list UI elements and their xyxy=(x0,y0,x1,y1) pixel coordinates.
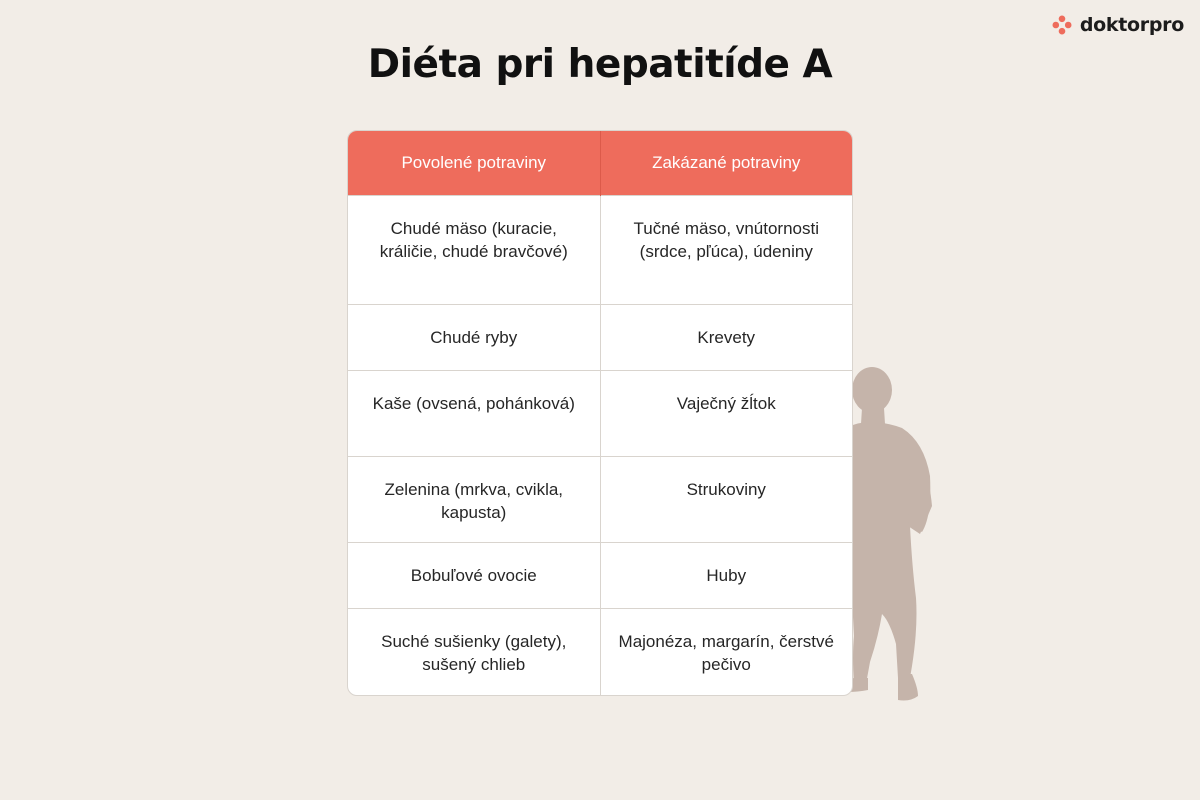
allowed-food-cell: Bobuľové ovocie xyxy=(348,543,600,609)
allowed-food-cell: Kaše (ovsená, pohánková) xyxy=(348,371,600,457)
table-row xyxy=(348,609,852,695)
forbidden-food-cell: Majonéza, margarín, čerstvé pečivo xyxy=(600,609,852,695)
allowed-food-cell: Chudé ryby xyxy=(348,305,600,371)
header-allowed-foods: Povolené potraviny xyxy=(348,131,600,196)
table-header-row xyxy=(348,131,852,196)
page-title: Diéta pri hepatitíde A xyxy=(367,42,833,87)
brand-logo xyxy=(1052,14,1184,36)
header-forbidden-foods: Zakázané potraviny xyxy=(600,131,852,196)
allowed-food-cell: Suché sušienky (galety), sušený chlieb xyxy=(348,609,600,695)
forbidden-food-cell: Krevety xyxy=(600,305,852,371)
table-row xyxy=(348,371,852,457)
table-row xyxy=(348,196,852,305)
forbidden-food-cell: Vaječný žĺtok xyxy=(600,371,852,457)
forbidden-food-cell: Tučné mäso, vnútornosti (srdce, pľúca), údeniny xyxy=(600,196,852,305)
forbidden-food-cell: Strukoviny xyxy=(600,457,852,543)
table-row xyxy=(348,543,852,609)
table-row xyxy=(348,305,852,371)
allowed-food-cell: Chudé mäso (kuracie, králičie, chudé bravčové) xyxy=(348,196,600,305)
diet-table xyxy=(348,131,852,695)
clover-dots-icon xyxy=(1052,15,1072,35)
table-row xyxy=(348,457,852,543)
brand-name: doktorpro xyxy=(1079,14,1184,36)
allowed-food-cell: Zelenina (mrkva, cvikla, kapusta) xyxy=(348,457,600,543)
diet-table-container xyxy=(347,130,853,696)
forbidden-food-cell: Huby xyxy=(600,543,852,609)
